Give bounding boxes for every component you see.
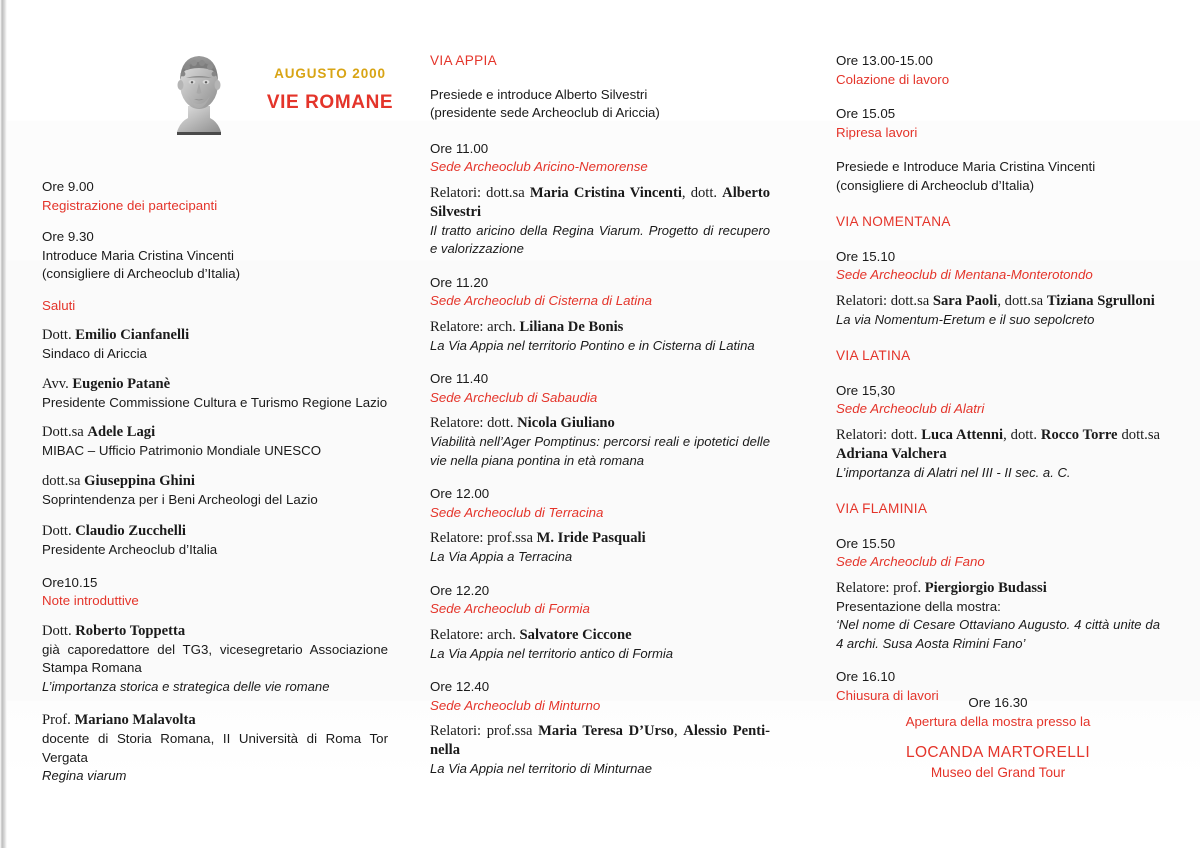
speaker-name-line — [42, 622, 388, 641]
speaker-prefix: Relatori: dott. — [836, 426, 922, 443]
intro-line-1: Introduce Maria Cristina Vincenti — [42, 247, 234, 263]
speaker-prefix: Relatori: prof.ssa — [430, 723, 539, 739]
name-prefix: Dott. — [42, 622, 72, 639]
speaker-name: Salvatore Ciccone — [519, 626, 632, 643]
exhibition-title: ‘Nel nome di Cesare Ottaviano Augusto. 4 città unite da 4 archi. Susa Aosta Rimini Fano’ — [836, 617, 1160, 651]
talk-title: La Via Appia a Terracina — [430, 549, 573, 564]
speaker-prefix: Relatori: dott.sa — [430, 184, 530, 201]
time-label: Ore 11.40 — [430, 371, 489, 386]
footer-time: Ore 16.30 — [968, 695, 1028, 710]
greeter-role: Soprintendenza per i Beni Archeologi del Lazio — [42, 491, 318, 507]
activity-label: Ripresa lavori — [836, 124, 918, 140]
greeter-role: MIBAC – Ufficio Patrimonio Mondiale UNESCO — [42, 443, 322, 458]
speaker-name-2: Alessio Penti-nella — [430, 723, 770, 758]
speaker-prefix: Relatore: arch. — [430, 626, 520, 643]
speaker-prefix: Relatore: prof. — [836, 579, 925, 596]
greeter-ghini — [42, 472, 388, 510]
speaker-name-line — [42, 711, 388, 730]
time-label: Ore 15.50 — [836, 535, 896, 551]
entry-resume — [836, 105, 1160, 142]
speaker-line — [836, 426, 1160, 464]
section-heading: VIA FLAMINIA — [836, 501, 928, 516]
program-item — [430, 582, 770, 664]
venue-label: Sede Archeoclub di Cisterna di Latina — [430, 293, 652, 308]
program-item — [430, 485, 770, 567]
activity-label: Note introduttive — [42, 593, 139, 608]
speaker-name-3: Adriana Valchera — [836, 445, 947, 462]
speaker-separator: , dott. — [1003, 426, 1041, 443]
saluti-heading: Saluti — [42, 297, 76, 313]
chair-line-1: Presiede e Introduce Maria Cristina Vincenti — [836, 159, 1096, 174]
speaker-name: Mariano Malavolta — [74, 712, 196, 728]
section-heading: VIA NOMENTANA — [836, 214, 951, 229]
time-label: Ore 12.20 — [430, 582, 490, 598]
venue-label: Sede Archeoclub di Formia — [430, 601, 590, 616]
chair-via-appia — [430, 86, 770, 123]
speaker-prefix: Relatore: arch. — [430, 318, 520, 335]
chair-line-2: (consigliere di Archeoclub d’Italia) — [836, 177, 1035, 193]
greeter-role: Presidente Archeoclub d’Italia — [42, 542, 218, 557]
chair-line-1: Presiede e introduce Alberto Silvestri — [430, 86, 648, 102]
speaker-name-2: Rocco Torre — [1040, 426, 1118, 443]
speaker-line — [430, 529, 770, 548]
greeter-role: Presidente Commissione Cultura e Turismo Regione Lazio — [42, 394, 388, 410]
program-item — [430, 274, 770, 356]
talk-title: L’importanza di Alatri nel III - II sec. a. C. — [836, 464, 1071, 480]
speaker-line — [430, 318, 770, 337]
talk-title: La Via Appia nel territorio Pontino e in Cisterna di Latina — [430, 337, 755, 353]
speaker-prefix: Relatori: dott.sa — [836, 292, 933, 309]
speaker-name: Maria Teresa D’Urso — [538, 723, 674, 739]
venue-label: Sede Archeclub di Sabaudia — [430, 389, 598, 405]
footer-venue-subtitle: Museo del Grand Tour — [930, 765, 1066, 780]
presentation-label: Presentazione della mostra: — [836, 598, 1001, 614]
greeter-patane — [42, 375, 388, 413]
middle-column — [430, 0, 770, 792]
section-heading-via-nomentana-block — [836, 213, 1160, 232]
time-label: Ore 15.05 — [836, 106, 896, 121]
intro-line-2: (consigliere di Archeoclub d’Italia) — [42, 266, 241, 281]
time-label: Ore 15.10 — [836, 248, 896, 264]
name-prefix: dott.sa — [42, 472, 81, 489]
section-heading-via-latina-block — [836, 347, 1160, 366]
speaker-name: Luca Attenni — [921, 426, 1004, 443]
name-prefix: Prof. — [42, 712, 71, 728]
section-heading-via-flaminia-block — [836, 500, 1160, 519]
section-heading-via-appia-block — [430, 52, 770, 71]
speaker-line — [430, 414, 770, 433]
greeter-name-line — [42, 522, 388, 541]
time-label: Ore 15,30 — [836, 382, 896, 398]
right-column — [836, 0, 1160, 718]
speaker-separator: , dott.sa — [997, 292, 1047, 309]
speaker-name: Piergiorgio Budassi — [924, 579, 1047, 596]
greeter-name-line — [42, 375, 388, 394]
chair-line-2: (presidente sede Archeoclub di Ariccia) — [430, 105, 660, 120]
greeter-lagi — [42, 423, 388, 461]
activity-label: Chiusura di lavori — [836, 687, 939, 703]
greeter-role: Sindaco di Ariccia — [42, 346, 147, 361]
speaker-name: Liliana De Bonis — [519, 318, 624, 335]
talk-title: Viabilità nell’Ager Pomptinus: percorsi reali e ipotetici delle vie nella piana pontina in età romana — [430, 434, 770, 468]
speaker-name: Nicola Giuliano — [517, 415, 615, 431]
greeter-name-line — [42, 423, 388, 442]
program-item — [430, 140, 770, 259]
name-prefix: Dott. — [42, 327, 72, 343]
program-item — [836, 248, 1160, 330]
speaker-name: Maria Cristina Vincenti — [529, 184, 682, 201]
time-label: Ore 9.30 — [42, 229, 94, 244]
venue-label: Sede Archeoclub di Fano — [836, 554, 985, 569]
speaker-separator: , — [673, 723, 684, 739]
venue-label: Sede Archeoclub Aricino-Nemorense — [430, 159, 648, 174]
section-heading: VIA APPIA — [430, 53, 497, 68]
speaker-toppetta — [42, 622, 388, 697]
speaker-name-2: Alberto Silvestri — [430, 184, 770, 220]
greeter-name: Adele Lagi — [87, 424, 156, 440]
speaker-line — [430, 722, 770, 760]
speaker-line — [430, 184, 770, 222]
time-label: Ore 11.20 — [430, 274, 489, 290]
speaker-line — [430, 626, 770, 645]
speaker-prefix: Relatore: prof.ssa — [430, 530, 537, 546]
talk-title: Il tratto aricino della Regina Viarum. Progetto di recupero e valorizzazione — [430, 222, 770, 256]
speaker-line — [836, 292, 1160, 311]
footer-line-1: Apertura della mostra presso la — [905, 713, 1091, 729]
time-label: Ore 9.00 — [42, 179, 94, 194]
greeter-name-line — [42, 472, 388, 491]
speaker-line — [836, 579, 1160, 598]
speaker-name: Sara Paoli — [932, 292, 998, 309]
name-prefix: Dott. — [42, 523, 72, 539]
talk-title: La Via Appia nel territorio di Minturnae — [430, 761, 652, 776]
footer-venue-name: LOCANDA MARTORELLI — [905, 744, 1091, 761]
greeter-name: Claudio Zucchelli — [75, 523, 186, 539]
speaker-malavolta — [42, 711, 388, 786]
activity-label: Colazione di lavoro — [836, 71, 950, 87]
program-item — [430, 678, 770, 779]
time-label: Ore10.15 — [42, 574, 98, 590]
venue-label: Sede Archeoclub di Terracina — [430, 504, 604, 520]
speaker-name: Roberto Toppetta — [75, 622, 186, 639]
section-heading: VIA LATINA — [836, 348, 911, 363]
time-label: Ore 11.00 — [430, 140, 489, 156]
time-label: Ore 12.00 — [430, 486, 490, 501]
greeter-name: Giuseppina Ghini — [84, 472, 195, 489]
name-prefix: Dott.sa — [42, 424, 84, 440]
entry-note-introduttive — [42, 574, 388, 611]
speaker-separator: , dott. — [681, 184, 723, 201]
greeter-cianfanelli — [42, 326, 388, 364]
talk-title: La via Nomentum-Eretum e il suo sepolcreto — [836, 311, 1095, 327]
speaker-suffix: dott.sa — [1117, 426, 1160, 443]
program-item — [430, 370, 770, 470]
speaker-prefix: Relatore: dott. — [430, 415, 518, 431]
speaker-name: M. Iride Pasquali — [536, 530, 646, 546]
entry-introduce — [42, 228, 388, 284]
talk-title: La Via Appia nel territorio antico di Formia — [430, 645, 674, 661]
program-item — [836, 382, 1160, 483]
entry-registrazione — [42, 178, 388, 215]
greeter-zucchelli — [42, 522, 388, 560]
speaker-talk-title: Regina viarum — [42, 768, 127, 783]
footer-exhibition-opening — [836, 694, 1160, 782]
time-label: Ore 12.40 — [430, 679, 490, 694]
activity-label: Registrazione dei partecipanti — [42, 197, 218, 213]
venue-label: Sede Archeoclub di Minturno — [430, 697, 601, 713]
masthead-kicker: AUGUSTO 2000 — [274, 66, 386, 81]
chair-afternoon — [836, 158, 1160, 195]
greeter-name: Emilio Cianfanelli — [75, 327, 190, 343]
saluti-heading-block — [42, 297, 388, 316]
greeter-name: Eugenio Patanè — [72, 375, 171, 392]
venue-label: Sede Archeoclub di Alatri — [836, 401, 985, 416]
time-label: Ore 16.10 — [836, 669, 896, 684]
greeter-name-line — [42, 326, 388, 345]
entry-lunch — [836, 52, 1160, 89]
name-prefix: Avv. — [42, 375, 69, 392]
venue-label: Sede Archeoclub di Mentana-Monterotondo — [836, 267, 1093, 282]
left-column — [42, 0, 388, 799]
speaker-role: già caporedattore del TG3, vicesegretario Associazione Stampa Romana — [42, 641, 388, 675]
time-label: Ore 13.00-15.00 — [836, 53, 933, 68]
program-item — [836, 535, 1160, 654]
scan-edge-strip — [0, 0, 7, 848]
masthead-title: VIE ROMANE — [266, 92, 394, 113]
speaker-role: docente di Storia Romana, II Università di Roma Tor Vergata — [42, 731, 388, 765]
speaker-talk-title: L’importanza storica e strategica delle vie romane — [42, 678, 330, 694]
speaker-name-2: Tiziana Sgrulloni — [1046, 292, 1155, 309]
